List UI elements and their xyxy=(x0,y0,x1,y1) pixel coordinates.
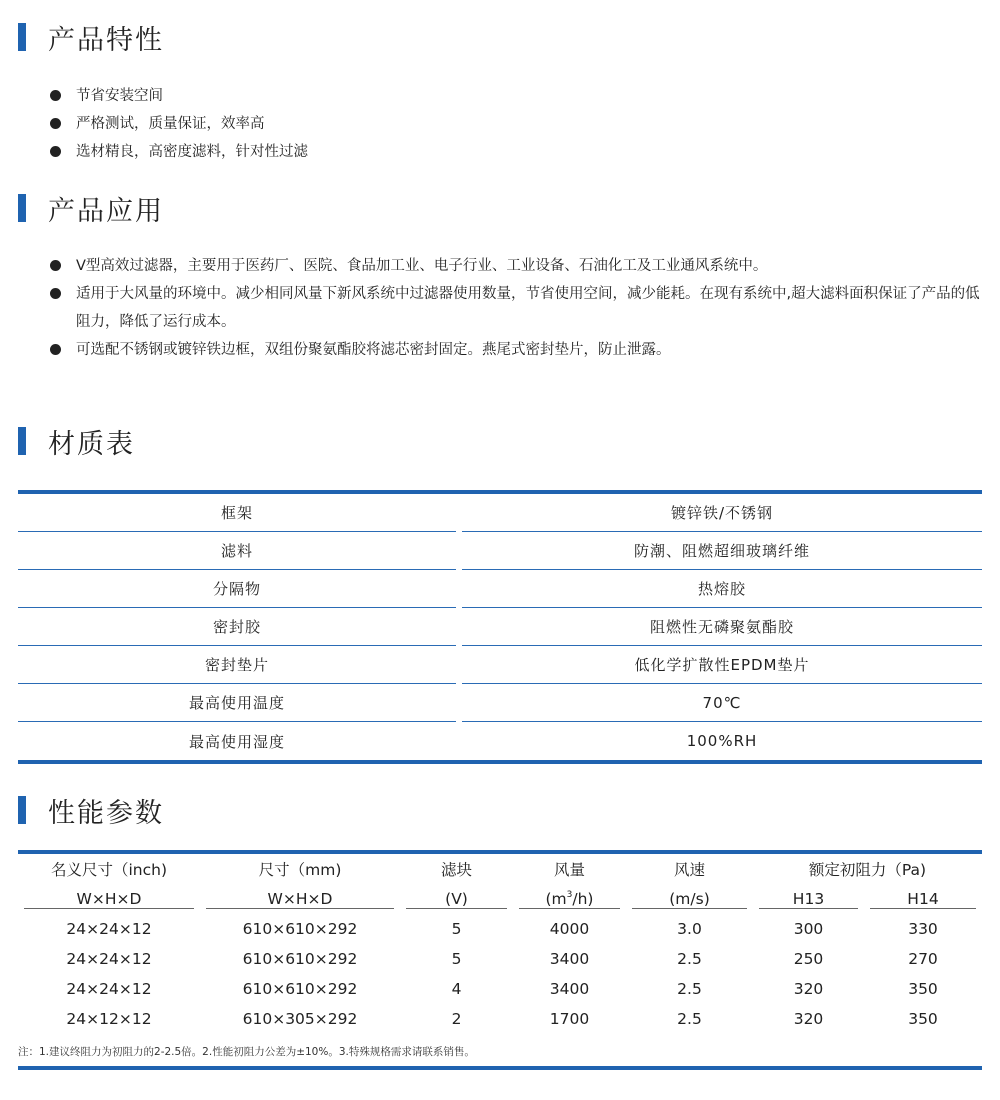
bullet-icon xyxy=(50,90,61,101)
features-heading xyxy=(18,20,164,54)
list-item: 选材精良，高密度滤料，针对性过滤 xyxy=(50,138,985,166)
performance-note: 注：1.建议终阻力为初阻力的2-2.5倍。2.性能初阻力公差为±10%。3.特殊规格需求请联系销售。 xyxy=(18,1046,475,1058)
list-item: 适用于大风量的环境中。减少相同风量下新风系统中过滤器使用数量，节省使用空间，减少能耗。在现有系统中,超大滤料面积保证了产品的低阻力，降低了运行成本。 xyxy=(50,280,985,336)
table-row: 最高使用温度 70℃ xyxy=(18,684,982,722)
bullet-icon xyxy=(50,344,61,355)
heading-accent-bar xyxy=(18,796,26,824)
table-row: 密封垫片 低化学扩散性EPDM垫片 xyxy=(18,646,982,684)
list-item: 可选配不锈钢或镀锌铁边框，双组份聚氨酯胶将滤芯密封固定。燕尾式密封垫片，防止泄露。 xyxy=(50,336,985,364)
table-row: 24×24×12 610×610×292 4 3400 2.5 320 350 xyxy=(66,980,938,998)
table-bottom-rule xyxy=(18,1066,982,1070)
table-row: 24×12×12 610×305×292 2 1700 2.5 320 350 xyxy=(66,1010,938,1028)
features-list xyxy=(50,82,985,166)
applications-list xyxy=(50,252,985,364)
list-item: 节省安装空间 xyxy=(50,82,985,110)
heading-accent-bar xyxy=(18,23,26,51)
heading-accent-bar xyxy=(18,194,26,222)
performance-heading xyxy=(18,793,164,827)
table-row: 24×24×12 610×610×292 5 3400 2.5 250 270 xyxy=(66,950,938,968)
materials-title: 材质表 xyxy=(48,428,135,460)
list-item: V型高效过滤器，主要用于医药厂、医院、食品加工业、电子行业、工业设备、石油化工及工业通风系统中。 xyxy=(50,252,985,280)
table-row: 24×24×12 610×610×292 5 4000 3.0 300 330 xyxy=(66,920,938,938)
bullet-icon xyxy=(50,118,61,129)
table-row: 分隔物 热熔胶 xyxy=(18,570,982,608)
bullet-icon xyxy=(50,260,61,271)
features-title: 产品特性 xyxy=(48,24,164,56)
table-row: 框架 镀锌铁/不锈钢 xyxy=(18,494,982,532)
table-row: 最高使用湿度 100%RH xyxy=(188,732,758,751)
performance-title: 性能参数 xyxy=(48,797,164,829)
applications-title: 产品应用 xyxy=(48,195,164,227)
bullet-icon xyxy=(50,288,61,299)
materials-heading xyxy=(18,424,135,458)
applications-heading xyxy=(18,191,164,225)
table-header-row: 名义尺寸（inch) 尺寸（mm) 滤块 风量 风速 额定初阻力（Pa) xyxy=(50,861,927,879)
bullet-icon xyxy=(50,146,61,157)
table-row: 密封胶 阻燃性无磷聚氨酯胶 xyxy=(18,608,982,646)
table-row: 滤料 防潮、阻燃超细玻璃纤维 xyxy=(18,532,982,570)
list-item: 严格测试，质量保证，效率高 xyxy=(50,110,985,138)
performance-table xyxy=(18,850,982,1034)
materials-table xyxy=(18,490,982,764)
heading-accent-bar xyxy=(18,427,26,455)
table-subheader-row: W×H×D W×H×D (V) (m 3 /h) (m/s) H13 H14 xyxy=(18,884,982,914)
